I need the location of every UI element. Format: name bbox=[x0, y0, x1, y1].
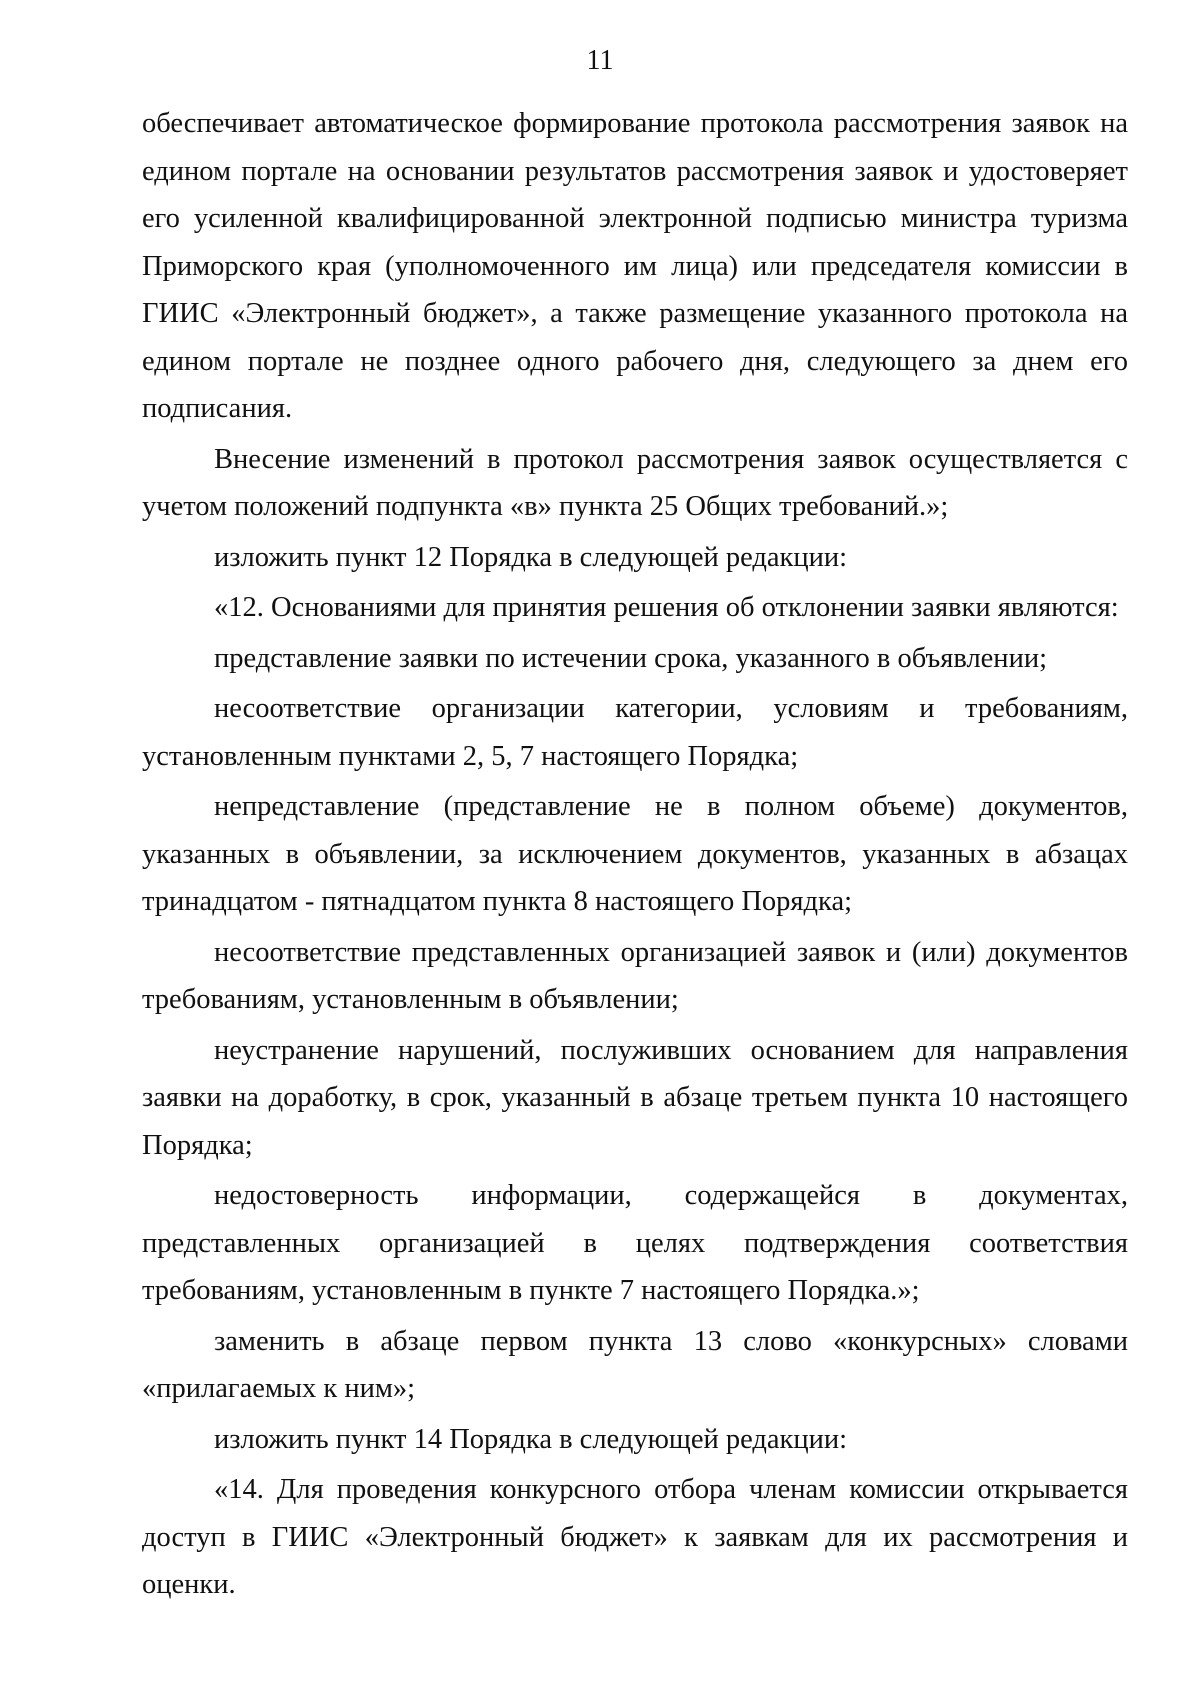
paragraph-protocol-formation: обеспечивает автоматическое формирование протокола рассмотрения заявок на едином портале на основании результатов рассмотрения заявок и удостоверяет его усиленной квалифицированной электронной подписью министра туризма Приморского края (уполномоченного им лица) или председателя комиссии в ГИИС «Электронный бюджет», а также размещение указанного протокола на едином портале не позднее одного рабочего дня, следующего за днем его подписания. bbox=[142, 108, 1128, 424]
paragraph-amend-item-12: изложить пункт 12 Порядка в следующей редакции: bbox=[214, 541, 848, 573]
paragraph-late-submission: представление заявки по истечении срока, указанного в объявлении; bbox=[214, 642, 1047, 674]
paragraph-replace-word-item-13: заменить в абзаце первом пункта 13 слово «конкурсных» словами «прилагаемых к ним»; bbox=[142, 1325, 1128, 1404]
paragraph-category-mismatch: несоответствие организации категории, условиям и требованиям, установленным пунктами 2, 5, 7 настоящего Порядка; bbox=[142, 693, 1128, 772]
paragraph-item-12-grounds: «12. Основаниями для принятия решения об отклонении заявки являются: bbox=[214, 592, 1119, 623]
paragraph-amend-item-14: изложить пункт 14 Порядка в следующей редакции: bbox=[214, 1423, 848, 1455]
paragraph-documents-mismatch: несоответствие представленных организацией заявок и (или) документов требованиям, установленным в объявлении; bbox=[142, 936, 1128, 1015]
paragraph-item-14-access: «14. Для проведения конкурсного отбора членам комиссии открывается доступ в ГИИС «Электронный бюджет» к заявкам для их рассмотрения и оценки. bbox=[142, 1474, 1128, 1600]
document-body bbox=[142, 100, 1128, 1612]
paragraph-unfixed-violations: неустранение нарушений, послуживших основанием для направления заявки на доработку, в срок, указанный в абзаце третьем пункта 10 настоящего Порядка; bbox=[142, 1034, 1128, 1161]
paragraph-missing-documents: непредставление (представление не в полном объеме) документов, указанных в объявлении, за исключением документов, указанных в абзацах тринадцатом - пятнадцатом пункта 8 настоящего Порядка; bbox=[142, 791, 1128, 917]
page-number: 11 bbox=[586, 45, 614, 76]
paragraph-protocol-changes: Внесение изменений в протокол рассмотрения заявок осуществляется с учетом положений подпункта «в» пункта 25 Общих требований.»; bbox=[142, 443, 1128, 522]
paragraph-false-information: недостоверность информации, содержащейся в документах, представленных организацией в целях подтверждения соответствия требованиям, установленным в пункте 7 настоящего Порядка.»; bbox=[142, 1180, 1128, 1306]
